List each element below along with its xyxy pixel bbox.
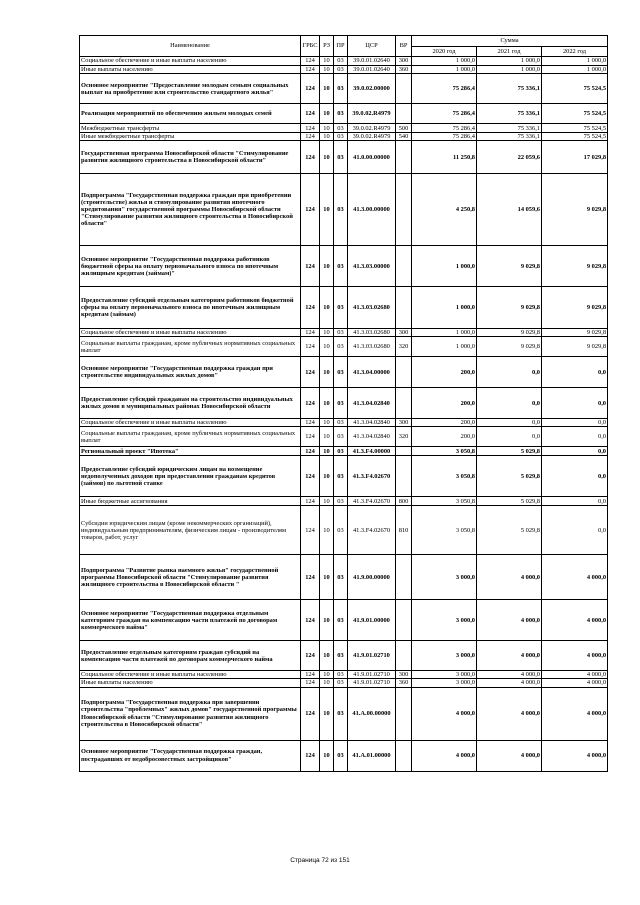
table-row xyxy=(80,419,608,427)
cell-rz: 10 xyxy=(320,679,334,687)
cell-name: Иные бюджетные ассигнования xyxy=(80,497,301,506)
cell-name: Социальное обеспечение и иные выплаты населению xyxy=(80,671,301,679)
cell-2020: 1 000,0 xyxy=(412,337,477,357)
cell-rz: 10 xyxy=(320,555,334,600)
cell-2022: 1 000,0 xyxy=(542,57,608,66)
cell-2021: 4 000,0 xyxy=(477,687,542,740)
cell-2021: 1 000,0 xyxy=(477,57,542,66)
cell-2022: 0,0 xyxy=(542,427,608,447)
cell-vr: 540 xyxy=(396,133,412,141)
cell-2021: 1 000,0 xyxy=(477,66,542,74)
cell-2022: 4 000,0 xyxy=(542,671,608,679)
cell-vr: 300 xyxy=(396,329,412,337)
table-row xyxy=(80,74,608,104)
cell-2022: 9 029,8 xyxy=(542,287,608,329)
cell-csr: 41.А.00.00000 xyxy=(348,687,396,740)
header-name: Наименование xyxy=(80,36,301,57)
cell-pr: 03 xyxy=(334,419,348,427)
cell-vr xyxy=(396,600,412,641)
header-vr: ВР xyxy=(396,36,412,57)
cell-pr: 03 xyxy=(334,687,348,740)
cell-vr xyxy=(396,555,412,600)
cell-pr: 03 xyxy=(334,506,348,555)
cell-vr xyxy=(396,74,412,104)
cell-vr: 320 xyxy=(396,337,412,357)
cell-grbs: 124 xyxy=(301,497,320,506)
cell-rz: 10 xyxy=(320,456,334,497)
cell-pr: 03 xyxy=(334,447,348,456)
cell-2022: 4 000,0 xyxy=(542,600,608,641)
cell-pr: 03 xyxy=(334,174,348,246)
cell-name: Социальные выплаты гражданам, кроме публичных нормативных социальных выплат xyxy=(80,427,301,447)
cell-grbs: 124 xyxy=(301,555,320,600)
cell-pr: 03 xyxy=(334,287,348,329)
cell-rz: 10 xyxy=(320,419,334,427)
cell-grbs: 124 xyxy=(301,456,320,497)
cell-pr: 03 xyxy=(334,104,348,124)
cell-2020: 3 050,8 xyxy=(412,506,477,555)
cell-rz: 10 xyxy=(320,427,334,447)
cell-2021: 0,0 xyxy=(477,388,542,419)
cell-2022: 4 000,0 xyxy=(542,687,608,740)
cell-name: Основное мероприятие "Государственная поддержка работников бюджетной сферы на оплату первоначального взноса по ипотечным жилищным кредитам (займам)" xyxy=(80,246,301,287)
cell-2021: 9 029,8 xyxy=(477,287,542,329)
cell-2022: 75 524,5 xyxy=(542,104,608,124)
cell-pr: 03 xyxy=(334,388,348,419)
cell-name: Предоставление отдельным категориям граждан субсидий на компенсацию части платежей по договорам коммерческого найма xyxy=(80,641,301,671)
cell-csr: 41.9.01.02710 xyxy=(348,679,396,687)
cell-pr: 03 xyxy=(334,671,348,679)
cell-2022: 0,0 xyxy=(542,357,608,388)
cell-rz: 10 xyxy=(320,447,334,456)
cell-name: Подпрограмма "Государственная поддержка при завершении строительства "проблемных" жилых домов" государственной программы Новосибирской области "Стимулирование развития жилищного строительства в Новосибирской области" xyxy=(80,687,301,740)
cell-vr: 300 xyxy=(396,671,412,679)
cell-name: Социальное обеспечение и иные выплаты населению xyxy=(80,57,301,66)
cell-pr: 03 xyxy=(334,427,348,447)
cell-name: Подпрограмма "Государственная поддержка граждан при приобретении (строительстве) жилья и стимулирование развития ипотечного кредитования" государственной программы Новосибирской области "Стимулирование развития жилищного строительства в Новосибирской области" xyxy=(80,174,301,246)
cell-rz: 10 xyxy=(320,671,334,679)
cell-2020: 200,0 xyxy=(412,427,477,447)
cell-name: Субсидии юридическим лицам (кроме некоммерческих организаций), индивидуальным предпринимателям, физическим лицам - производителям товаров, работ, услуг xyxy=(80,506,301,555)
cell-2021: 75 336,1 xyxy=(477,124,542,133)
cell-csr: 41.9.00.00000 xyxy=(348,555,396,600)
table-row xyxy=(80,357,608,388)
cell-vr: 360 xyxy=(396,679,412,687)
cell-grbs: 124 xyxy=(301,329,320,337)
cell-2022: 0,0 xyxy=(542,506,608,555)
cell-vr: 300 xyxy=(396,419,412,427)
cell-2022: 17 029,8 xyxy=(542,141,608,174)
cell-csr: 41.3.F4.02670 xyxy=(348,456,396,497)
table-row xyxy=(80,246,608,287)
cell-2022: 0,0 xyxy=(542,419,608,427)
cell-2020: 200,0 xyxy=(412,388,477,419)
cell-name: Основное мероприятие "Предоставление молодым семьям социальных выплат на приобретение или строительство стандартного жилья" xyxy=(80,74,301,104)
table-row xyxy=(80,506,608,555)
cell-csr: 41.3.03.02680 xyxy=(348,287,396,329)
cell-rz: 10 xyxy=(320,74,334,104)
cell-grbs: 124 xyxy=(301,246,320,287)
cell-rz: 10 xyxy=(320,740,334,771)
cell-rz: 10 xyxy=(320,66,334,74)
header-rz: РЗ xyxy=(320,36,334,57)
cell-csr: 41.3.04.02840 xyxy=(348,427,396,447)
cell-2020: 4 000,0 xyxy=(412,687,477,740)
table-row xyxy=(80,456,608,497)
table-body xyxy=(80,57,608,772)
cell-2022: 75 524,5 xyxy=(542,74,608,104)
cell-name: Региональный проект "Ипотека" xyxy=(80,447,301,456)
cell-vr xyxy=(396,687,412,740)
cell-2021: 14 059,6 xyxy=(477,174,542,246)
cell-pr: 03 xyxy=(334,679,348,687)
cell-csr: 39.0.02.00000 xyxy=(348,74,396,104)
cell-csr: 39.0.01.02640 xyxy=(348,66,396,74)
cell-2022: 1 000,0 xyxy=(542,66,608,74)
cell-2021: 9 029,8 xyxy=(477,329,542,337)
cell-2020: 1 000,0 xyxy=(412,57,477,66)
cell-rz: 10 xyxy=(320,337,334,357)
cell-csr: 41.3.F4.02670 xyxy=(348,506,396,555)
cell-grbs: 124 xyxy=(301,506,320,555)
cell-pr: 03 xyxy=(334,57,348,66)
cell-grbs: 124 xyxy=(301,133,320,141)
cell-rz: 10 xyxy=(320,174,334,246)
cell-2020: 75 286,4 xyxy=(412,133,477,141)
header-csr: ЦСР xyxy=(348,36,396,57)
cell-name: Иные межбюджетные трансферты xyxy=(80,133,301,141)
cell-vr: 500 xyxy=(396,124,412,133)
header-sum: Сумма xyxy=(412,36,608,47)
cell-rz: 10 xyxy=(320,287,334,329)
cell-name: Предоставление субсидий отдельным категориям работников бюджетной сферы на оплату первоначального взноса по ипотечным жилищным кредитам (займам) xyxy=(80,287,301,329)
table-row xyxy=(80,124,608,133)
cell-rz: 10 xyxy=(320,506,334,555)
cell-vr xyxy=(396,246,412,287)
cell-vr: 360 xyxy=(396,66,412,74)
cell-2022: 0,0 xyxy=(542,497,608,506)
cell-2020: 1 000,0 xyxy=(412,287,477,329)
cell-2020: 3 000,0 xyxy=(412,641,477,671)
cell-rz: 10 xyxy=(320,246,334,287)
cell-2021: 75 336,1 xyxy=(477,133,542,141)
cell-pr: 03 xyxy=(334,357,348,388)
cell-vr xyxy=(396,104,412,124)
table-row xyxy=(80,287,608,329)
cell-pr: 03 xyxy=(334,133,348,141)
table-row xyxy=(80,133,608,141)
table-row xyxy=(80,679,608,687)
cell-2022: 4 000,0 xyxy=(542,679,608,687)
cell-csr: 41.А.01.00000 xyxy=(348,740,396,771)
header-year-2020: 2020 год xyxy=(412,47,477,57)
cell-pr: 03 xyxy=(334,600,348,641)
cell-grbs: 124 xyxy=(301,57,320,66)
table-row xyxy=(80,600,608,641)
cell-grbs: 124 xyxy=(301,679,320,687)
cell-grbs: 124 xyxy=(301,641,320,671)
cell-csr: 41.3.00.00000 xyxy=(348,174,396,246)
cell-grbs: 124 xyxy=(301,671,320,679)
cell-2022: 0,0 xyxy=(542,456,608,497)
cell-vr xyxy=(396,287,412,329)
cell-2022: 4 000,0 xyxy=(542,555,608,600)
cell-2022: 9 029,8 xyxy=(542,174,608,246)
cell-csr: 41.3.04.02840 xyxy=(348,388,396,419)
cell-pr: 03 xyxy=(334,641,348,671)
cell-vr: 810 xyxy=(396,506,412,555)
cell-2020: 4 250,8 xyxy=(412,174,477,246)
cell-grbs: 124 xyxy=(301,388,320,419)
cell-2020: 3 000,0 xyxy=(412,555,477,600)
cell-2020: 3 000,0 xyxy=(412,671,477,679)
cell-pr: 03 xyxy=(334,124,348,133)
cell-name: Предоставление субсидий юридическим лицам на возмещение недополученных доходов при предоставлении гражданам кредитов (займов) по льготной ставке xyxy=(80,456,301,497)
cell-vr xyxy=(396,740,412,771)
cell-pr: 03 xyxy=(334,329,348,337)
table-row xyxy=(80,174,608,246)
cell-csr: 41.9.01.02710 xyxy=(348,641,396,671)
table-row xyxy=(80,329,608,337)
cell-vr xyxy=(396,456,412,497)
cell-name: Социальное обеспечение и иные выплаты населению xyxy=(80,419,301,427)
cell-name: Государственная программа Новосибирской области "Стимулирование развития жилищного строительства в Новосибирской области" xyxy=(80,141,301,174)
cell-2020: 75 286,4 xyxy=(412,104,477,124)
cell-rz: 10 xyxy=(320,124,334,133)
cell-name: Иные выплаты населению xyxy=(80,66,301,74)
cell-csr: 39.0.01.02640 xyxy=(348,57,396,66)
cell-csr: 41.3.03.00000 xyxy=(348,246,396,287)
cell-vr: 320 xyxy=(396,427,412,447)
table-row xyxy=(80,671,608,679)
cell-vr xyxy=(396,174,412,246)
cell-grbs: 124 xyxy=(301,287,320,329)
cell-rz: 10 xyxy=(320,600,334,641)
cell-2022: 9 029,8 xyxy=(542,329,608,337)
cell-2021: 5 029,8 xyxy=(477,447,542,456)
cell-2020: 1 000,0 xyxy=(412,66,477,74)
cell-2022: 0,0 xyxy=(542,388,608,419)
cell-rz: 10 xyxy=(320,141,334,174)
cell-grbs: 124 xyxy=(301,447,320,456)
cell-rz: 10 xyxy=(320,687,334,740)
cell-2021: 5 029,8 xyxy=(477,456,542,497)
cell-2020: 200,0 xyxy=(412,419,477,427)
cell-rz: 10 xyxy=(320,497,334,506)
cell-rz: 10 xyxy=(320,133,334,141)
cell-2020: 3 050,8 xyxy=(412,456,477,497)
table-row xyxy=(80,337,608,357)
cell-2022: 75 524,5 xyxy=(542,124,608,133)
cell-2020: 75 286,4 xyxy=(412,74,477,104)
cell-grbs: 124 xyxy=(301,141,320,174)
cell-2020: 1 000,0 xyxy=(412,246,477,287)
cell-2020: 75 286,4 xyxy=(412,124,477,133)
cell-vr xyxy=(396,141,412,174)
cell-pr: 03 xyxy=(334,555,348,600)
cell-rz: 10 xyxy=(320,104,334,124)
cell-2021: 9 029,8 xyxy=(477,337,542,357)
cell-2020: 3 050,8 xyxy=(412,447,477,456)
cell-csr: 41.3.03.02680 xyxy=(348,329,396,337)
cell-csr: 41.9.01.00000 xyxy=(348,600,396,641)
table-row xyxy=(80,555,608,600)
cell-vr: 800 xyxy=(396,497,412,506)
cell-grbs: 124 xyxy=(301,600,320,641)
cell-name: Иные выплаты населению xyxy=(80,679,301,687)
cell-2021: 4 000,0 xyxy=(477,671,542,679)
cell-csr: 41.3.04.02840 xyxy=(348,419,396,427)
budget-table xyxy=(79,35,608,772)
cell-pr: 03 xyxy=(334,74,348,104)
header-grbs: ГРБС xyxy=(301,36,320,57)
table-row xyxy=(80,740,608,771)
cell-pr: 03 xyxy=(334,497,348,506)
cell-2022: 0,0 xyxy=(542,447,608,456)
cell-name: Основное мероприятие "Государственная поддержка граждан при строительстве индивидуальных жилых домов" xyxy=(80,357,301,388)
cell-2020: 11 250,8 xyxy=(412,141,477,174)
cell-rz: 10 xyxy=(320,57,334,66)
table-row xyxy=(80,141,608,174)
cell-pr: 03 xyxy=(334,66,348,74)
cell-name: Реализация мероприятий по обеспечению жильем молодых семей xyxy=(80,104,301,124)
cell-2021: 75 336,1 xyxy=(477,74,542,104)
cell-name: Межбюджетные трансферты xyxy=(80,124,301,133)
cell-2021: 9 029,8 xyxy=(477,246,542,287)
cell-2021: 4 000,0 xyxy=(477,600,542,641)
cell-csr: 39.0.02.R4979 xyxy=(348,104,396,124)
cell-csr: 41.3.03.02680 xyxy=(348,337,396,357)
cell-pr: 03 xyxy=(334,740,348,771)
cell-2021: 5 029,8 xyxy=(477,506,542,555)
table-row xyxy=(80,447,608,456)
table-row xyxy=(80,497,608,506)
cell-2022: 4 000,0 xyxy=(542,740,608,771)
cell-2022: 75 524,5 xyxy=(542,133,608,141)
cell-grbs: 124 xyxy=(301,419,320,427)
cell-name: Социальные выплаты гражданам, кроме публичных нормативных социальных выплат xyxy=(80,337,301,357)
cell-csr: 41.0.00.00000 xyxy=(348,141,396,174)
cell-2021: 22 059,6 xyxy=(477,141,542,174)
cell-vr xyxy=(396,357,412,388)
cell-grbs: 124 xyxy=(301,740,320,771)
header-year-2021: 2021 год xyxy=(477,47,542,57)
cell-2022: 4 000,0 xyxy=(542,641,608,671)
cell-csr: 41.3.F4.00000 xyxy=(348,447,396,456)
cell-2022: 9 029,8 xyxy=(542,337,608,357)
cell-grbs: 124 xyxy=(301,174,320,246)
cell-csr: 41.3.04.00000 xyxy=(348,357,396,388)
cell-2021: 4 000,0 xyxy=(477,641,542,671)
cell-grbs: 124 xyxy=(301,687,320,740)
cell-2021: 4 000,0 xyxy=(477,679,542,687)
header-year-2022: 2022 год xyxy=(542,47,608,57)
cell-grbs: 124 xyxy=(301,74,320,104)
cell-2022: 9 029,8 xyxy=(542,246,608,287)
cell-name: Основное мероприятие "Государственная поддержка граждан, пострадавших от недобросовестных застройщиков" xyxy=(80,740,301,771)
cell-rz: 10 xyxy=(320,357,334,388)
cell-2021: 0,0 xyxy=(477,357,542,388)
table-row xyxy=(80,641,608,671)
cell-csr: 39.0.02.R4979 xyxy=(348,133,396,141)
cell-2021: 0,0 xyxy=(477,419,542,427)
cell-grbs: 124 xyxy=(301,66,320,74)
table-row xyxy=(80,66,608,74)
cell-2020: 4 000,0 xyxy=(412,740,477,771)
cell-2021: 0,0 xyxy=(477,427,542,447)
cell-2020: 3 000,0 xyxy=(412,679,477,687)
table-row xyxy=(80,427,608,447)
cell-grbs: 124 xyxy=(301,124,320,133)
page-number: Страница 72 из 151 xyxy=(290,857,350,864)
header-pr: ПР xyxy=(334,36,348,57)
cell-grbs: 124 xyxy=(301,357,320,388)
table-row xyxy=(80,104,608,124)
cell-2020: 3 000,0 xyxy=(412,600,477,641)
cell-grbs: 124 xyxy=(301,427,320,447)
cell-vr: 300 xyxy=(396,57,412,66)
cell-vr xyxy=(396,447,412,456)
cell-grbs: 124 xyxy=(301,337,320,357)
cell-pr: 03 xyxy=(334,141,348,174)
cell-2021: 4 000,0 xyxy=(477,555,542,600)
cell-2021: 5 029,8 xyxy=(477,497,542,506)
cell-name: Предоставление субсидий гражданам на строительство индивидуальных жилых домов в муниципальных районах Новосибирской области xyxy=(80,388,301,419)
cell-pr: 03 xyxy=(334,246,348,287)
cell-2020: 3 050,8 xyxy=(412,497,477,506)
cell-name: Социальное обеспечение и иные выплаты населению xyxy=(80,329,301,337)
cell-rz: 10 xyxy=(320,388,334,419)
table-row xyxy=(80,388,608,419)
cell-vr xyxy=(396,641,412,671)
cell-csr: 41.3.F4.02670 xyxy=(348,497,396,506)
cell-csr: 39.0.02.R4979 xyxy=(348,124,396,133)
table-row xyxy=(80,57,608,66)
cell-rz: 10 xyxy=(320,641,334,671)
cell-vr xyxy=(396,388,412,419)
cell-rz: 10 xyxy=(320,329,334,337)
cell-pr: 03 xyxy=(334,337,348,357)
table-row xyxy=(80,687,608,740)
cell-2020: 1 000,0 xyxy=(412,329,477,337)
cell-csr: 41.9.01.02710 xyxy=(348,671,396,679)
cell-pr: 03 xyxy=(334,456,348,497)
cell-name: Подпрограмма "Развитие рынка наемного жилья" государственной программы Новосибирской области "Стимулирование развития жилищного строительства в Новосибирской области " xyxy=(80,555,301,600)
cell-name: Основное мероприятие "Государственная поддержка отдельным категориям граждан на компенсацию части платежей по договорам коммерческого найма" xyxy=(80,600,301,641)
cell-2021: 75 336,1 xyxy=(477,104,542,124)
cell-grbs: 124 xyxy=(301,104,320,124)
cell-2020: 200,0 xyxy=(412,357,477,388)
cell-2021: 4 000,0 xyxy=(477,740,542,771)
